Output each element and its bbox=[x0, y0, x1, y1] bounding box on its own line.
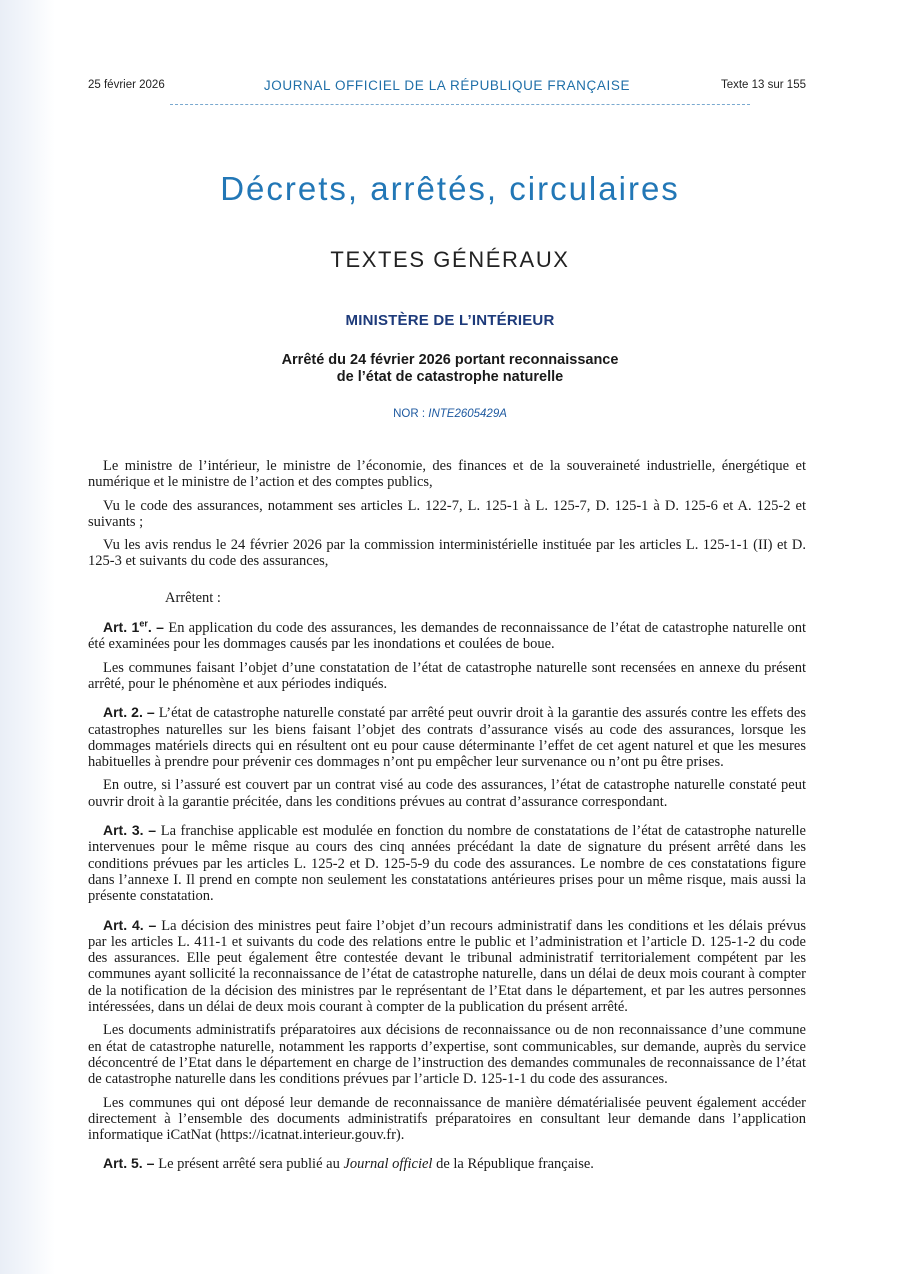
decree-title bbox=[0, 352, 900, 386]
decree-title-line-1: Arrêté du 24 février 2026 portant reconnaissance bbox=[281, 352, 619, 368]
nor-reference bbox=[0, 408, 900, 420]
article-4-label: Art. 4. – bbox=[103, 916, 162, 933]
subsection-title: TEXTES GÉNÉRAUX bbox=[330, 247, 570, 272]
article-3-text: La franchise applicable est modulée en fonction du nombre de constatations de l’état de catastrophe naturelle intervenues pour le même risque au cours des cinq années précédant la date de signature du présent arrêté dans les conditions prévues par les articles L. 125-2 et D. 125-5-9 du code des assurances. Le nombre de ces constatations figure dans l’annexe I. Il prend en compte non seulement les constatations antérieures prises pour un même risque, mais aussi la présente constatation. bbox=[88, 823, 806, 905]
article-2-paragraph-2: En outre, si l’assuré est couvert par un contrat visé au code des assurances, l’état de catastrophe naturelle constaté peut ouvrir droit à la garantie précitée, dans les conditions prévues au contrat d’assurance correspondant. bbox=[88, 777, 806, 810]
page-header bbox=[88, 78, 806, 96]
article-4-text: La décision des ministres peut faire l’objet d’un recours administratif dans les conditions et les délais prévus par les articles L. 411-1 et suivants du code des relations entre le public et l’administration et l’article D. 125-1-2 du code des assurances. Elle peut également être contestée devant le tribunal administratif territorialement compétent par les communes ayant sollicité la reconnaissance de l’état de catastrophe naturelle, dans un délai de deux mois courant à compter de la notification de la décision des ministres par le représentant de l’Etat dans le département, et par les autres personnes intéressées, dans un délai de deux mois courant à compter de la publication du présent arrêté. bbox=[88, 917, 806, 1016]
article-1-label: Art. 1er. – bbox=[103, 618, 169, 636]
article-3-label: Art. 3. – bbox=[103, 822, 161, 839]
ministry-name: MINISTÈRE DE L’INTÉRIEUR bbox=[345, 312, 555, 329]
journal-title: JOURNAL OFFICIEL DE LA RÉPUBLIQUE FRANÇAISE bbox=[263, 78, 631, 93]
preamble-ministers: Le ministre de l’intérieur, le ministre de l’économie, des finances et de la souveraineté industrielle, énergétique et numérique et le ministre de l’action et des comptes publics, bbox=[88, 458, 806, 491]
article-4-paragraph-3: Les communes qui ont déposé leur demande de reconnaissance de manière dématérialisée peuvent également accéder directement à l’ensemble des documents administratifs préparatoires en consultant leur demande dans l’application informatique iCatNat (https://icatnat.interieur.gouv.fr). bbox=[88, 1094, 806, 1144]
article-3 bbox=[88, 822, 806, 904]
preamble-visa-code: Vu le code des assurances, notamment ses articles L. 122-7, L. 125-1 à L. 125-7, D. 125-1 à D. 125-6 et A. 125-2 et suivants ; bbox=[88, 497, 806, 530]
decree-body bbox=[88, 458, 806, 1180]
article-1-text: En application du code des assurances, les demandes de reconnaissance de l’état de catastrophe naturelle ont été examinées pour les dommages causés par les inondations et coulées de boue. bbox=[88, 620, 806, 653]
publication-date: 25 février 2026 bbox=[88, 79, 165, 91]
article-2-text: L’état de catastrophe naturelle constaté par arrêté peut ouvrir droit à la garantie des assurés contre les effets des catastrophes naturelles sur les biens faisant l’objet des contrats d’assurance visés au code des assurances, lorsque les dommages matériels directs qui en résultent ont eu pour cause déterminante l’effet de cet agent naturel et que les mesures habituelles à prendre pour prévenir ces dommages n’ont pu empêcher leur survenance ou n’ont pu être prises. bbox=[88, 705, 806, 771]
article-5-text: Le présent arrêté sera publié au Journal officiel de la République française. bbox=[158, 1156, 594, 1173]
article-4 bbox=[88, 917, 806, 1016]
header-divider bbox=[170, 104, 750, 105]
arretent-heading: Arrêtent : bbox=[165, 589, 221, 606]
journal-officiel-italic: Journal officiel bbox=[343, 1156, 433, 1173]
preamble-visa-avis: Vu les avis rendus le 24 février 2026 par la commission interministérielle instituée par les articles L. 125-1-1 (II) et D. 125-3 et suivants du code des assurances, bbox=[88, 537, 806, 570]
article-2-label: Art. 2. – bbox=[103, 704, 159, 721]
article-2 bbox=[88, 704, 806, 770]
text-counter: Texte 13 sur 155 bbox=[720, 79, 806, 91]
article-5 bbox=[88, 1155, 806, 1172]
decree-title-line-2: de l’état de catastrophe naturelle bbox=[336, 369, 564, 385]
article-1-paragraph-2: Les communes faisant l’objet d’une constatation de l’état de catastrophe naturelle sont recensées en annexe du présent arrêté, pour le phénomène et aux périodes indiqués. bbox=[88, 659, 806, 692]
nor-label: NOR : bbox=[393, 408, 429, 420]
article-5-label: Art. 5. – bbox=[103, 1155, 159, 1172]
nor-value: INTE2605429A bbox=[428, 408, 507, 420]
section-title: Décrets, arrêtés, circulaires bbox=[220, 170, 680, 207]
article-4-paragraph-2: Les documents administratifs préparatoires aux décisions de reconnaissance ou de non reconnaissance d’une commune en état de catastrophe naturelle, notamment les rapports d’expertise, sont communicables, sur demande, auprès du service déconcentré de l’Etat dans le département en charge de l’instruction des demandes communales de reconnaissance de l’état de catastrophe naturelle dans les conditions prévues par l’article D. 125-1-1 du code des assurances. bbox=[88, 1022, 806, 1088]
article-1 bbox=[88, 619, 806, 653]
